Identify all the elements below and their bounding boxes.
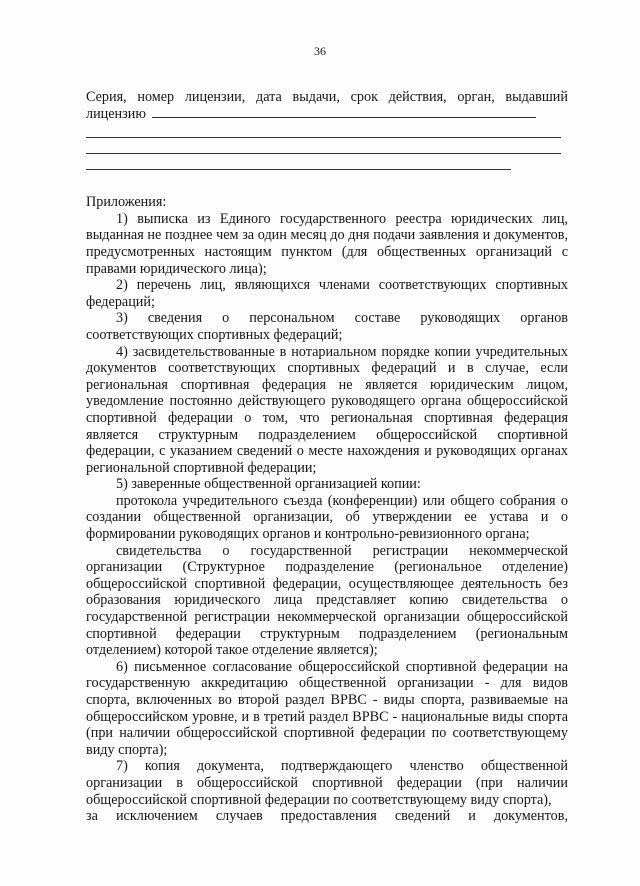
license-info-row: [86, 106, 568, 123]
blank-line: [86, 153, 561, 154]
license-blank-line: [152, 117, 536, 118]
attachment-item-2: 2) перечень лиц, являющихся членами соответствующих спортивных федераций;: [86, 277, 568, 310]
blank-line: [86, 137, 561, 138]
attachment-item-5b: свидетельства о государственной регистрации некоммерческой организации (Структурное подразделение (региональное отделение) общероссийской спортивной федерации, осуществляющее деятельность без образования юридического лица представляет копию свидетельства о государственной регистрации некоммерческой организации общероссийской спортивной федерации структурным подразделением (региональным отделением) которой такое отделение является);: [86, 542, 568, 659]
attachment-item-5: 5) заверенные общественной организацией копии:: [116, 476, 421, 493]
attachment-item-6: 6) письменное согласование общероссийской спортивной федерации на государственную аккредитацию общественной организации - для видов спорта, включенных во второй раздел ВРВС - виды спорта, развиваемые на общероссийском уровне, и в третий раздел ВРВС - национальные виды спорта (при наличии общероссийской спортивной федерации по соответствующему виду спорта);: [86, 658, 568, 758]
license-label: лицензию: [86, 105, 146, 122]
license-info-line: Серия, номер лицензии, дата выдачи, срок действия, орган, выдавший: [86, 89, 568, 105]
attachment-item-7: 7) копия документа, подтверждающего членство общественной организации в общероссийской спортивной федерации (при наличии общероссийской спортивной федерации по соответствующему виду спорта),: [86, 758, 568, 808]
attachment-item-7-continued: за исключением случаев предоставления сведений и документов,: [86, 808, 568, 825]
attachment-item-5a: протокола учредительного съезда (конференции) или общего собрания о создании общественной организации, об утверждении ее устава и о формировании руководящих органов и контрольно-ревизионного органа;: [86, 492, 568, 543]
page-number: 36: [314, 44, 326, 58]
attachment-item-1: 1) выписка из Единого государственного реестра юридических лиц, выданная не позднее чем за один месяц до дня подачи заявления и документов, предусмотренных настоящим пунктом (для общественных организаций с правами юридического лица);: [86, 210, 568, 277]
attachment-item-3: 3) сведения о персональном составе руководящих органов соответствующих спортивных федераций;: [86, 310, 568, 343]
document-body: [86, 89, 568, 825]
attachments-heading: Приложения:: [86, 194, 167, 211]
attachment-item-4: 4) засвидетельствованные в нотариальном порядке копии учредительных документов соответствующих спортивных федераций и в случае, если региональная спортивная федерация не является юридическим лицом, уведомление постоянно действующего руководящего органа общероссийской спортивной федерации о том, что региональная спортивная федерация является структурным подразделением общероссийской спортивной федерации, с указанием сведений о месте нахождения и руководящих органах региональной спортивной федерации;: [86, 343, 568, 476]
